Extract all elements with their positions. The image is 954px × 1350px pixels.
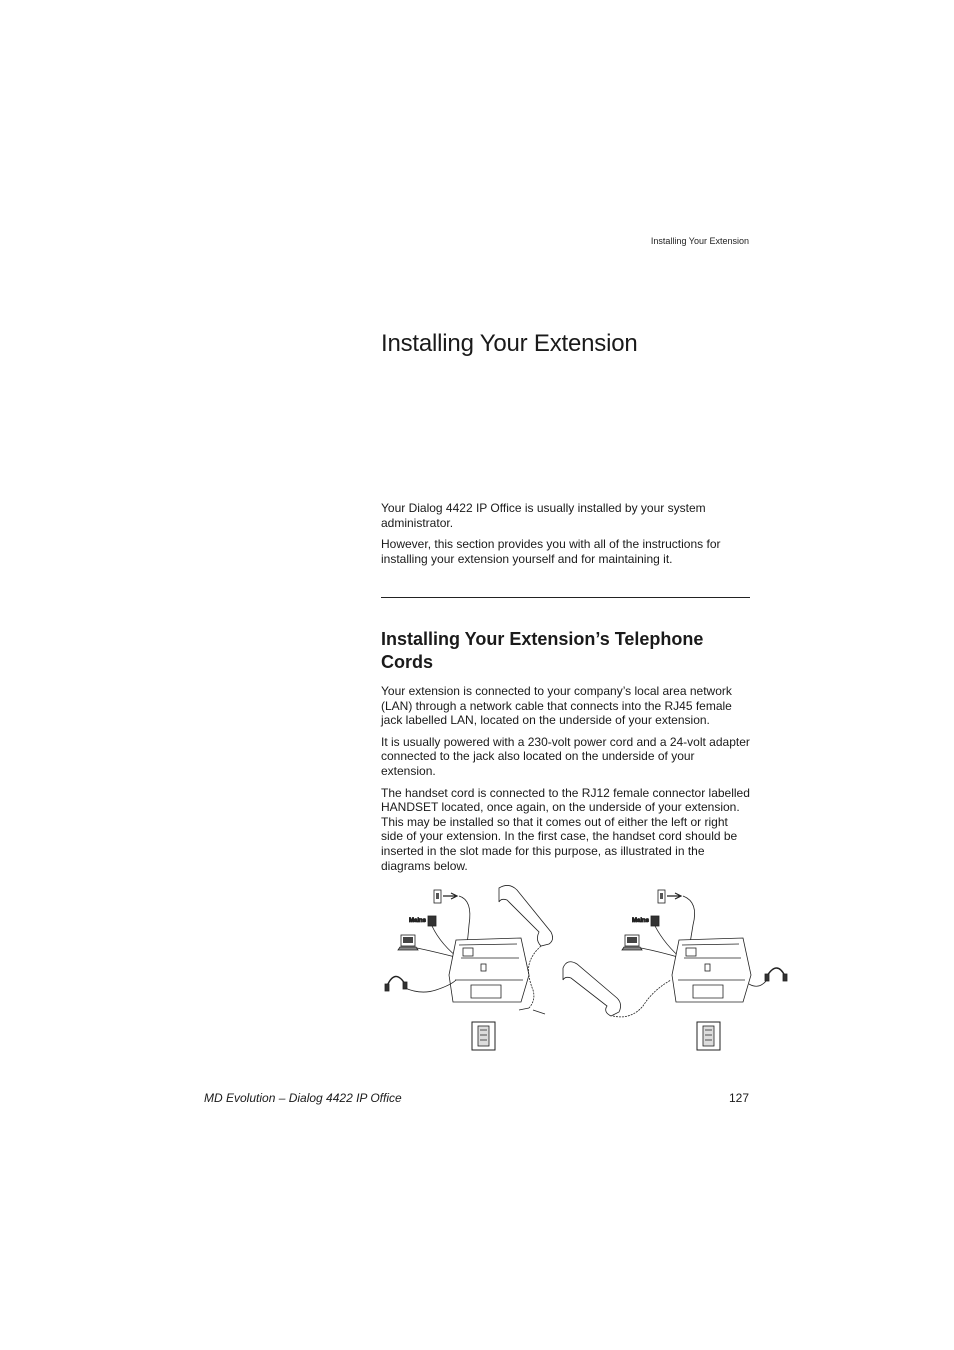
footer-document-title: MD Evolution – Dialog 4422 IP Office (204, 1091, 402, 1105)
body-paragraph-1: Your extension is connected to your company’s local area network (LAN) through a network cable that connects into the RJ45 female jack labelled LAN, located on the underside of your extension. (381, 684, 732, 728)
computer-icon (622, 935, 642, 950)
computer-icon (398, 935, 418, 950)
left-installation-diagram (385, 885, 553, 1050)
intro-paragraph-2: However, this section provides you with all of the instructions for installing your extension yourself and for maintaining it. (381, 537, 721, 566)
cord-slot-detail-icon (697, 1022, 720, 1050)
section-body (381, 684, 751, 880)
intro-paragraph-1: Your Dialog 4422 IP Office is usually installed by your system administrator. (381, 501, 706, 530)
page-title: Installing Your Extension (381, 330, 638, 357)
section-title: Installing Your Extension’s Telephone Cords (381, 629, 704, 672)
telephone-base-icon (672, 938, 751, 1002)
wall-socket-icon (434, 890, 441, 903)
section-divider (381, 597, 750, 598)
running-header: Installing Your Extension (650, 236, 749, 246)
cord-slot-detail-icon (472, 1022, 495, 1050)
telephone-base-icon (449, 938, 529, 1002)
power-adapter-icon (428, 916, 436, 926)
body-paragraph-2: It is usually powered with a 230-volt power cord and a 24-volt adapter connected to the jack also located on the underside of your extension. (381, 734, 750, 778)
installation-diagrams (381, 880, 801, 1055)
footer-page-number: 127 (728, 1091, 749, 1105)
intro-text (381, 501, 751, 573)
headset-icon (385, 976, 456, 992)
headset-icon (749, 968, 787, 986)
power-adapter-icon (651, 916, 659, 926)
mains-label-right: Mains (632, 918, 650, 924)
mains-label-left: Mains (409, 918, 427, 924)
wall-socket-icon (658, 890, 665, 903)
handset-icon (563, 962, 621, 1016)
body-paragraph-3: The handset cord is connected to the RJ12 female connector labelled HANDSET located, once again, on the underside of your extension. This may be installed so that it comes out of either the left or right side of your extension. In the first case, the handset cord should be inserted in the slot made for this purpose, as illustrated in the diagrams below. (381, 785, 750, 873)
right-installation-diagram (563, 890, 787, 1050)
handset-icon (499, 885, 553, 946)
